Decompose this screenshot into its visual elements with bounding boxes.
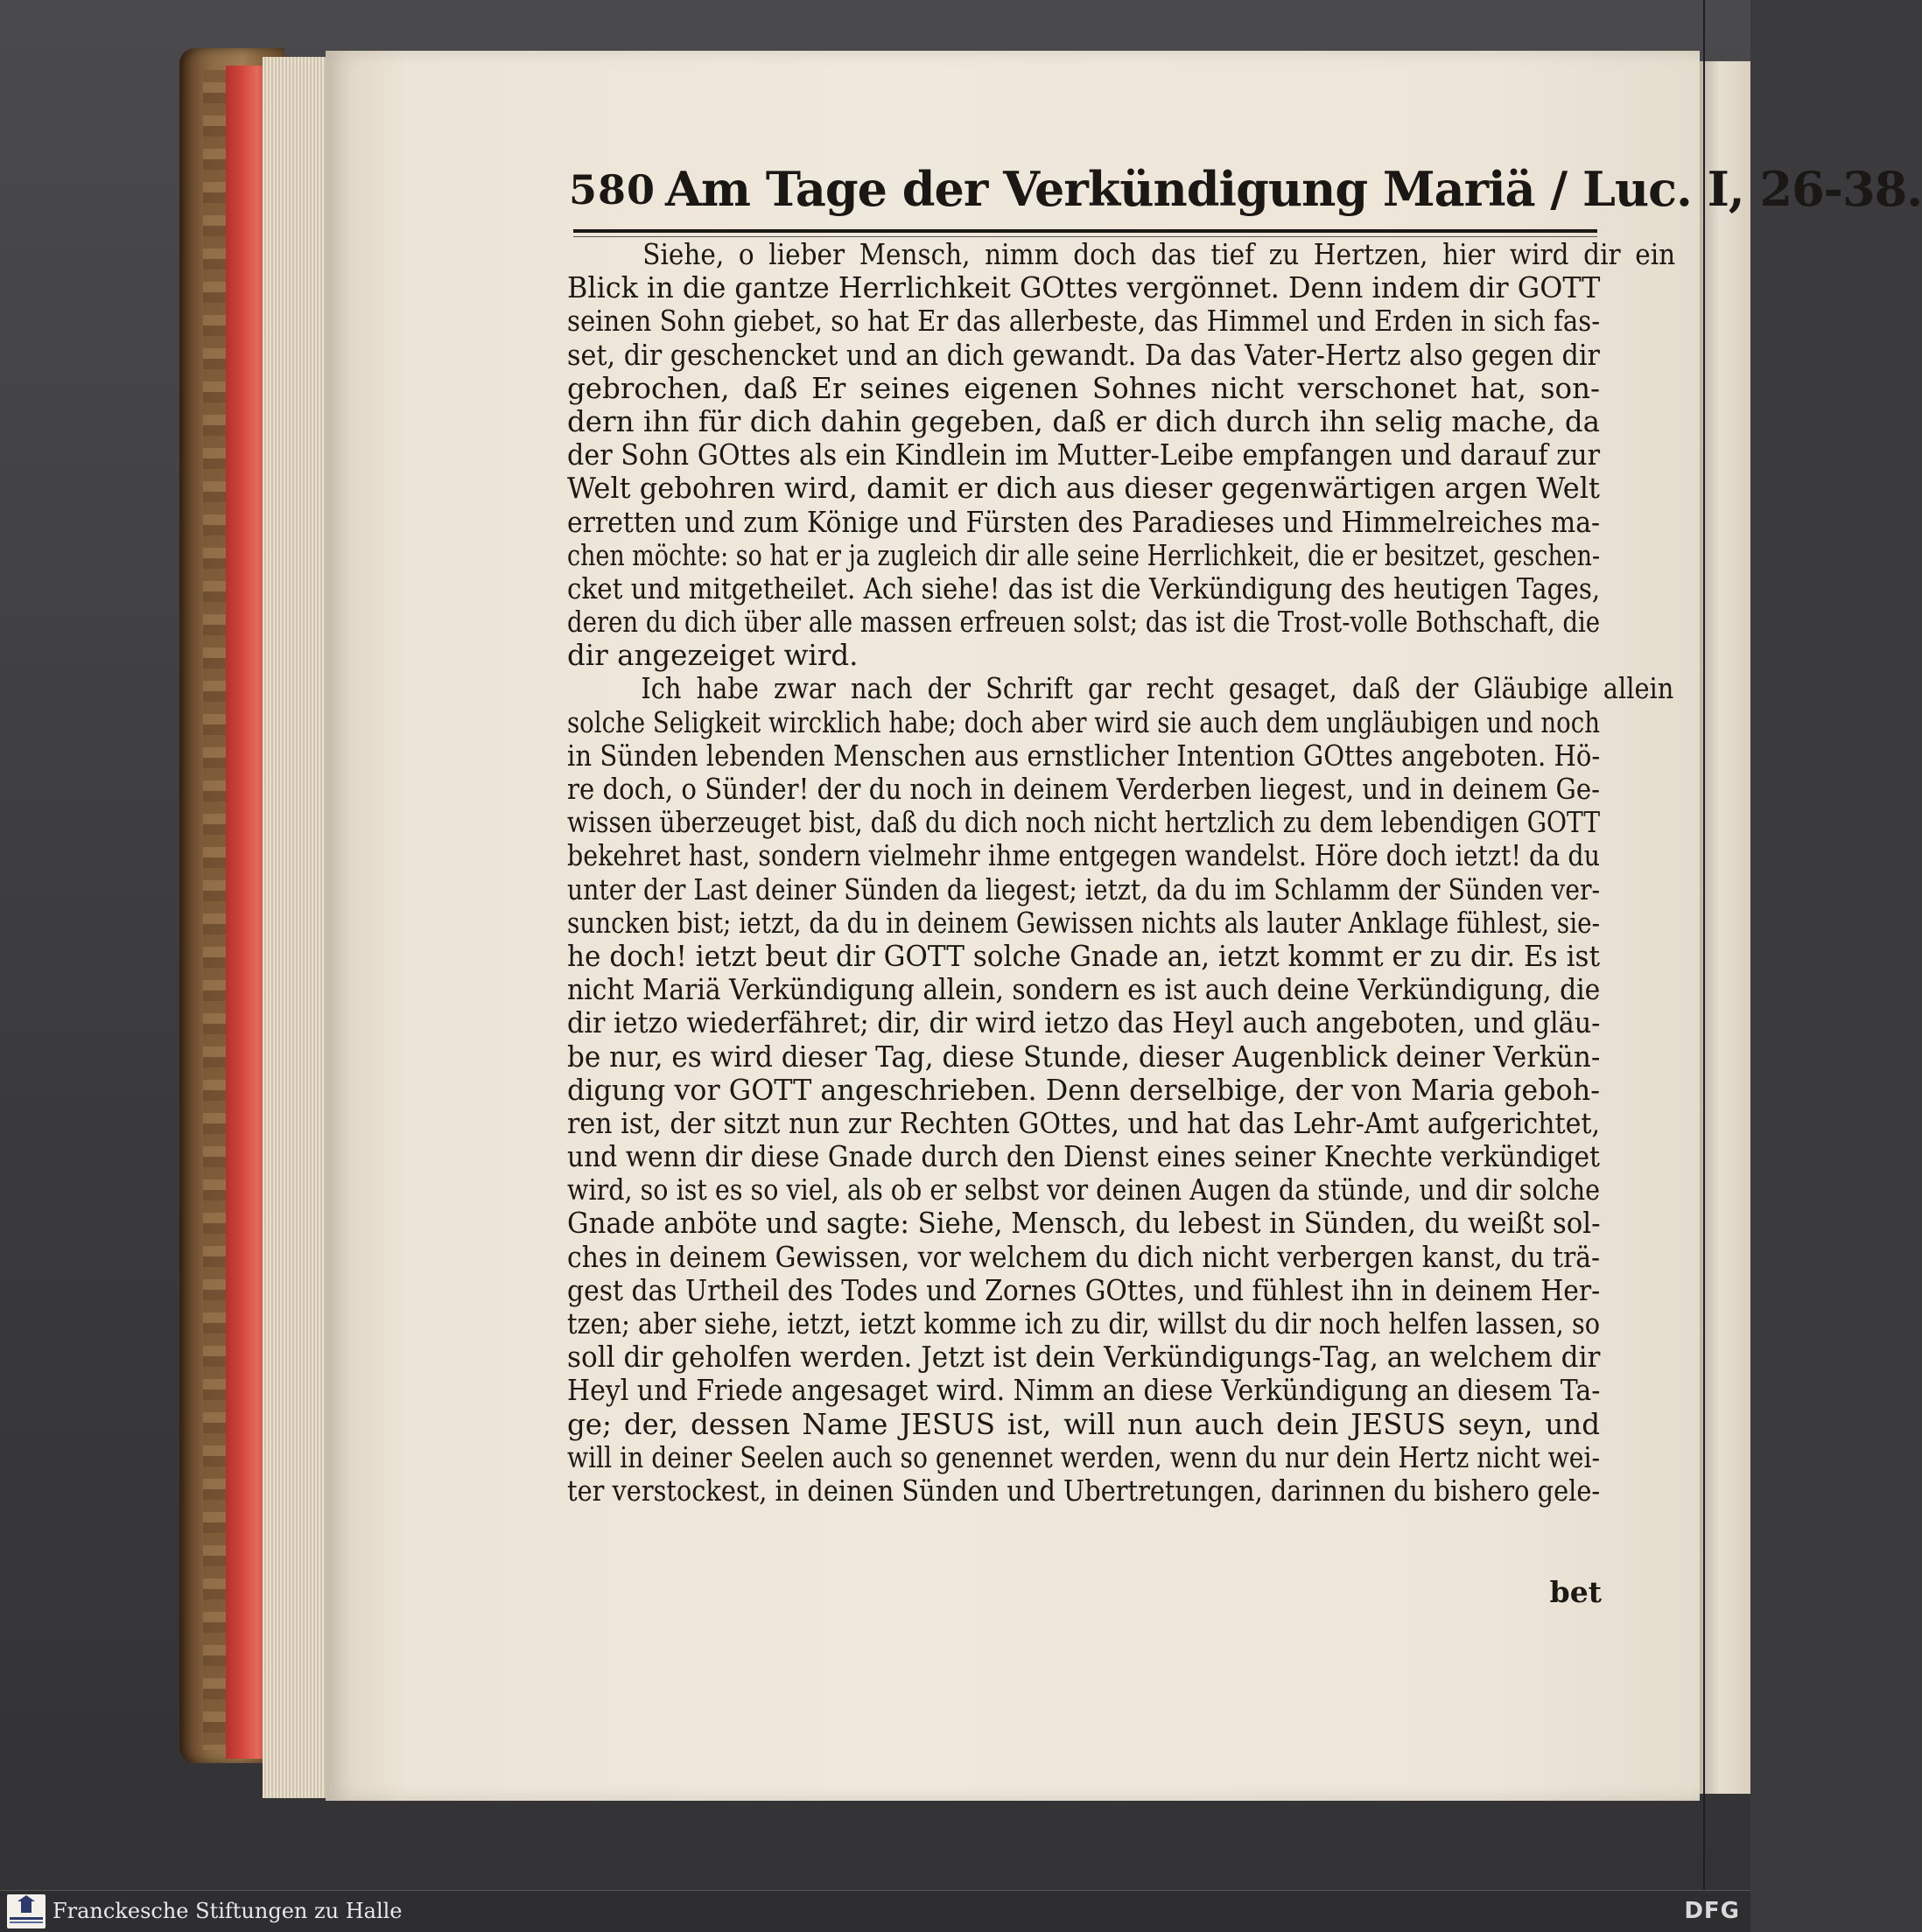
text-line: gebrochen, daß Er seines eigenen Sohnes nicht verschonet hat, son-: [567, 371, 1600, 405]
text-line: nicht Mariä Verkündigung allein, sondern es ist auch deine Verkündigung, die: [567, 973, 1601, 1007]
text-line: will in deiner Seelen auch so genennet werden, wenn du nur dein Hertz nicht wei-: [567, 1440, 1600, 1474]
franckesche-stiftungen-logo-icon[interactable]: [7, 1894, 46, 1928]
text-line: gest das Urtheil des Todes und Zornes GOttes, und fühlest ihn in deinem Her-: [567, 1273, 1601, 1307]
text-line: dir ietzo wiederfähret; dir, dir wird ietzo das Heyl auch angeboten, und gläu-: [567, 1006, 1601, 1040]
body-text: [567, 238, 1676, 1508]
text-line: seinen Sohn giebet, so hat Er das allerbeste, das Himmel und Erden in sich fas-: [567, 304, 1601, 339]
text-line: wird, so ist es so viel, als ob er selbst vor deinen Augen da stünde, und dir solche: [567, 1173, 1601, 1208]
text-line: und wenn dir diese Gnade durch den Dienst eines seiner Knechte verkündiget: [567, 1140, 1600, 1174]
text-line: soll dir geholfen werden. Jetzt ist dein Verkündigungs-Tag, an welchem dir: [567, 1340, 1601, 1375]
text-line: Heyl und Friede angesaget wird. Nimm an diese Verkündigung an diesem Ta-: [567, 1374, 1601, 1408]
red-page-edge: [226, 66, 268, 1759]
text-line: unter der Last deiner Sünden da liegest; ietzt, da du im Schlamm der Sünden ver-: [567, 872, 1601, 906]
dfg-logo[interactable]: DFG: [1684, 1898, 1740, 1924]
text-line: Siehe, o lieber Mensch, nimm doch das tief zu Hertzen, hier wird dir ein: [642, 238, 1676, 271]
text-line: re doch, o Sünder! der du noch in deinem Verderben liegest, und in deinem Ge-: [567, 773, 1600, 806]
header-rule: [573, 229, 1597, 233]
text-line: dir angezeiget wird.: [567, 639, 859, 673]
text-line: deren du dich über alle massen erfreuen solst; das ist die Trost-volle Bothschaft, die: [567, 606, 1601, 640]
institution-name[interactable]: Franckesche Stiftungen zu Halle: [53, 1899, 403, 1923]
text-line: der Sohn GOttes als ein Kindlein im Mutter-Leibe empfangen und darauf zur: [567, 438, 1601, 472]
page-header: [569, 156, 1922, 226]
text-line: wissen überzeuget bist, daß du dich noch nicht hertzlich zu dem lebendigen GOTT: [567, 806, 1601, 840]
text-line: cket und mitgetheilet. Ach siehe! das ist die Verkündigung des heutigen Tages,: [567, 571, 1601, 606]
text-line: chen möchte: so hat er ja zugleich dir alle seine Herrlichkeit, die er besitzet, geschen-: [567, 538, 1601, 572]
text-line: ren ist, der sitzt nun zur Rechten GOttes, und hat das Lehr-Amt aufgerichtet,: [567, 1106, 1601, 1140]
page-stack: [263, 57, 328, 1798]
text-line: digung vor GOTT angeschrieben. Denn derselbige, der von Maria geboh-: [567, 1073, 1600, 1107]
text-line: Blick in die gantze Herrlichkeit GOttes vergönnet. Denn indem dir GOTT: [567, 271, 1601, 305]
text-line: solche Seligkeit wircklich habe; doch aber wird sie auch dem ungläubigen und noch: [567, 705, 1600, 739]
text-line: he doch! ietzt beut dir GOTT solche Gnade an, ietzt kommt er zu dir. Es ist: [567, 939, 1600, 973]
header-rule-thin: [573, 236, 1597, 237]
viewer-footer: [0, 1890, 1750, 1932]
text-line: suncken bist; ietzt, da du in deinem Gewissen nichts als lauter Anklage fühlest, sie-: [567, 906, 1600, 940]
scan-divider: [1703, 0, 1705, 1890]
text-line: Welt gebohren wird, damit er dich aus dieser gegenwärtigen argen Welt: [567, 472, 1600, 506]
text-line: Ich habe zwar nach der Schrift gar recht gesaget, daß der Gläubige allein: [641, 672, 1674, 706]
text-line: ter verstockest, in deinen Sünden und Ubertretungen, darinnen du bishero gele-: [567, 1474, 1601, 1508]
text-line: Gnade anböte und sagte: Siehe, Mensch, du lebest in Sünden, du weißt sol-: [567, 1207, 1601, 1241]
text-line: bekehret hast, sondern vielmehr ihme entgegen wandelst. Höre doch ietzt! da du: [567, 839, 1600, 873]
text-line: dern ihn für dich dahin gegeben, daß er dich durch ihn selig mache, da: [567, 404, 1600, 438]
text-line: be nur, es wird dieser Tag, diese Stunde, dieser Augenblick deiner Verkün-: [567, 1040, 1601, 1074]
text-line: erretten und zum Könige und Fürsten des Paradieses und Himmelreiches ma-: [567, 505, 1601, 539]
text-line: set, dir geschencket und an dich gewandt. Da das Vater-Hertz also gegen dir: [567, 338, 1600, 372]
facing-page-edge: [1700, 61, 1750, 1794]
text-line: ge; der, dessen Name JESUS ist, will nun auch dein JESUS seyn, und: [567, 1407, 1600, 1441]
text-line: in Sünden lebenden Menschen aus ernstlicher Intention GOttes angeboten. Hö-: [567, 738, 1601, 773]
catchword: bet: [1549, 1575, 1602, 1609]
page-number: 580: [569, 166, 656, 214]
running-title: Am Tage der Verkündigung Mariä / Luc. I, 26-38.: [665, 161, 1922, 217]
text-line: tzen; aber siehe, ietzt, ietzt komme ich zu dir, willst du dir noch helfen lassen, so: [567, 1307, 1601, 1340]
text-line: ches in deinem Gewissen, vor welchem du dich nicht verbergen kanst, du trä-: [567, 1240, 1601, 1274]
